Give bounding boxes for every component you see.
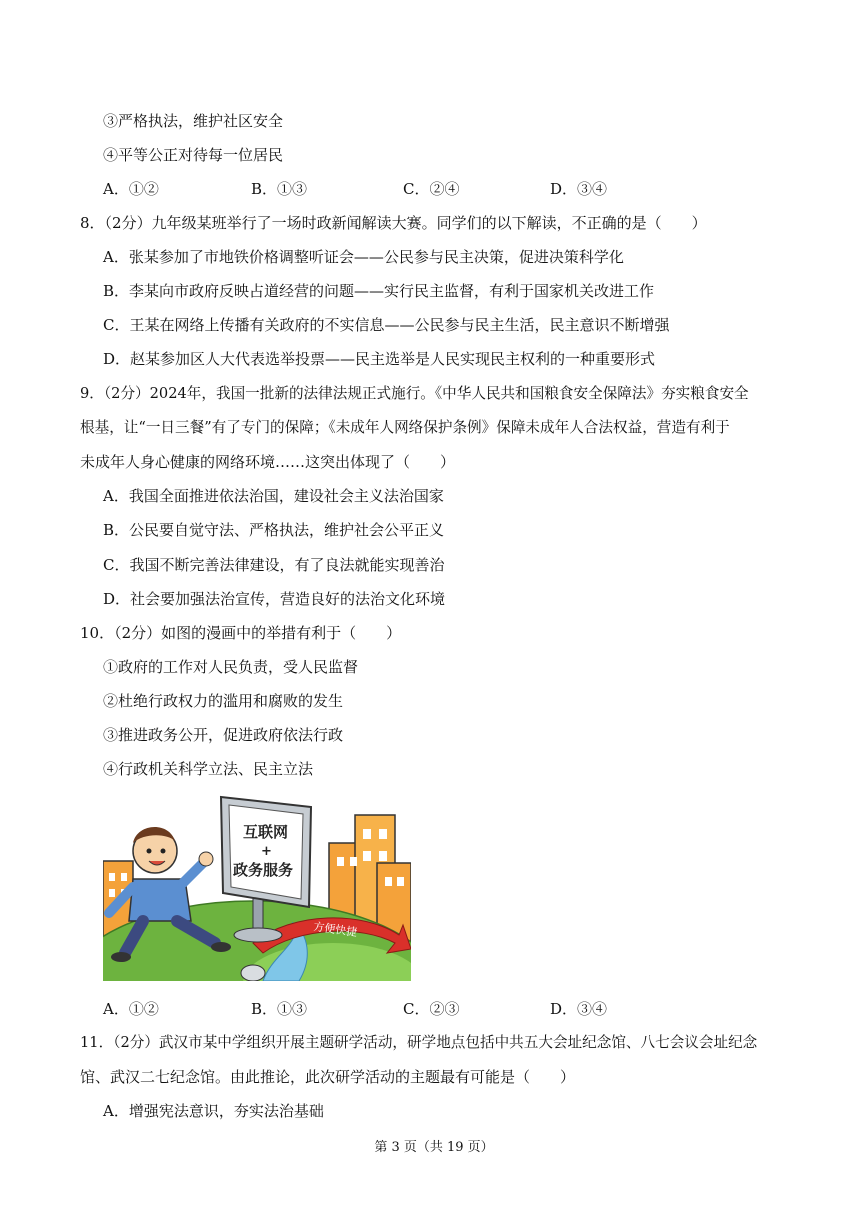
option-item-3: ③严格执法，维护社区安全 — [103, 112, 284, 130]
q9-stem-line-3: 未成年人身心健康的网络环境……这突出体现了（ ） — [80, 453, 456, 471]
q10-item-2: ②杜绝行政权力的滥用和腐败的发生 — [103, 692, 344, 710]
sign-line-3: 政务服务 — [233, 861, 294, 879]
sign-line-1: 互联网 — [243, 823, 289, 841]
q9-option-c: C．我国不断完善法律建设，有了良法就能实现善治 — [103, 556, 445, 574]
q9-option-a: A．我国全面推进依法治国，建设社会主义法治国家 — [103, 487, 444, 505]
q11-option-a: A．增强宪法意识，夯实法治基础 — [103, 1102, 324, 1120]
arrow-label: 方便快捷 — [312, 920, 358, 940]
q7-option-c: C．②④ — [403, 180, 460, 198]
option-item-4: ④平等公正对待每一位居民 — [103, 146, 284, 164]
q7-option-b: B．①③ — [251, 180, 308, 198]
q9-stem-line-1: 9．（2分）2024年，我国一批新的法律法规正式施行。《中华人民共和国粮食安全保障法》夯实粮食安全 — [80, 385, 749, 402]
q10-item-3: ③推进政务公开，促进政府依法行政 — [103, 726, 344, 744]
q10-option-d: D．③④ — [550, 1000, 608, 1018]
q9-option-b: B．公民要自觉守法、严格执法，维护社会公平正义 — [103, 521, 445, 539]
q10-option-a: A．①② — [103, 1000, 159, 1018]
q8-option-d: D．赵某参加区人大代表选举投票——民主选举是人民实现民主权利的一种重要形式 — [103, 350, 656, 368]
q10-stem: 10．（2分）如图的漫画中的举措有利于（ ） — [80, 624, 402, 642]
sign-line-2: + — [261, 844, 272, 859]
q11-stem-line-2: 馆、武汉二七纪念馆。由此推论，此次研学活动的主题最有可能是（ ） — [80, 1068, 576, 1086]
q8-option-c: C．王某在网络上传播有关政府的不实信息——公民参与民主生活，民主意识不断增强 — [103, 316, 670, 334]
q10-item-1: ①政府的工作对人民负责，受人民监督 — [103, 658, 359, 676]
q8-stem: 8．（2分）九年级某班举行了一场时政新闻解读大赛。同学们的以下解读，不正确的是（ ） — [80, 214, 707, 232]
q10-item-4: ④行政机关科学立法、民主立法 — [103, 760, 314, 778]
q11-stem-line-1: 11．（2分）武汉市某中学组织开展主题研学活动，研学地点包括中共五大会址纪念馆、八七会议会址纪念 — [80, 1034, 758, 1051]
q8-option-a: A．张某参加了市地铁价格调整听证会——公民参与民主决策，促进决策科学化 — [103, 248, 624, 266]
q7-option-d: D．③④ — [550, 180, 608, 198]
q8-option-b: B．李某向市政府反映占道经营的问题——实行民主监督，有利于国家机关改进工作 — [103, 282, 655, 300]
page-footer: 第 3 页（共 19 页） — [374, 1140, 494, 1155]
q9-option-d: D．社会要加强法治宣传，营造良好的法治文化环境 — [103, 590, 446, 608]
q10-option-b: B．①③ — [251, 1000, 308, 1018]
q9-stem-line-2: 根基，让“一日三餐”有了专门的保障；《未成年人网络保护条例》保障未成年人合法权益，营造有利于 — [80, 419, 730, 436]
q10-option-c: C．②③ — [403, 1000, 460, 1018]
q7-option-a: A．①② — [103, 180, 159, 198]
cartoon-image — [103, 793, 411, 981]
